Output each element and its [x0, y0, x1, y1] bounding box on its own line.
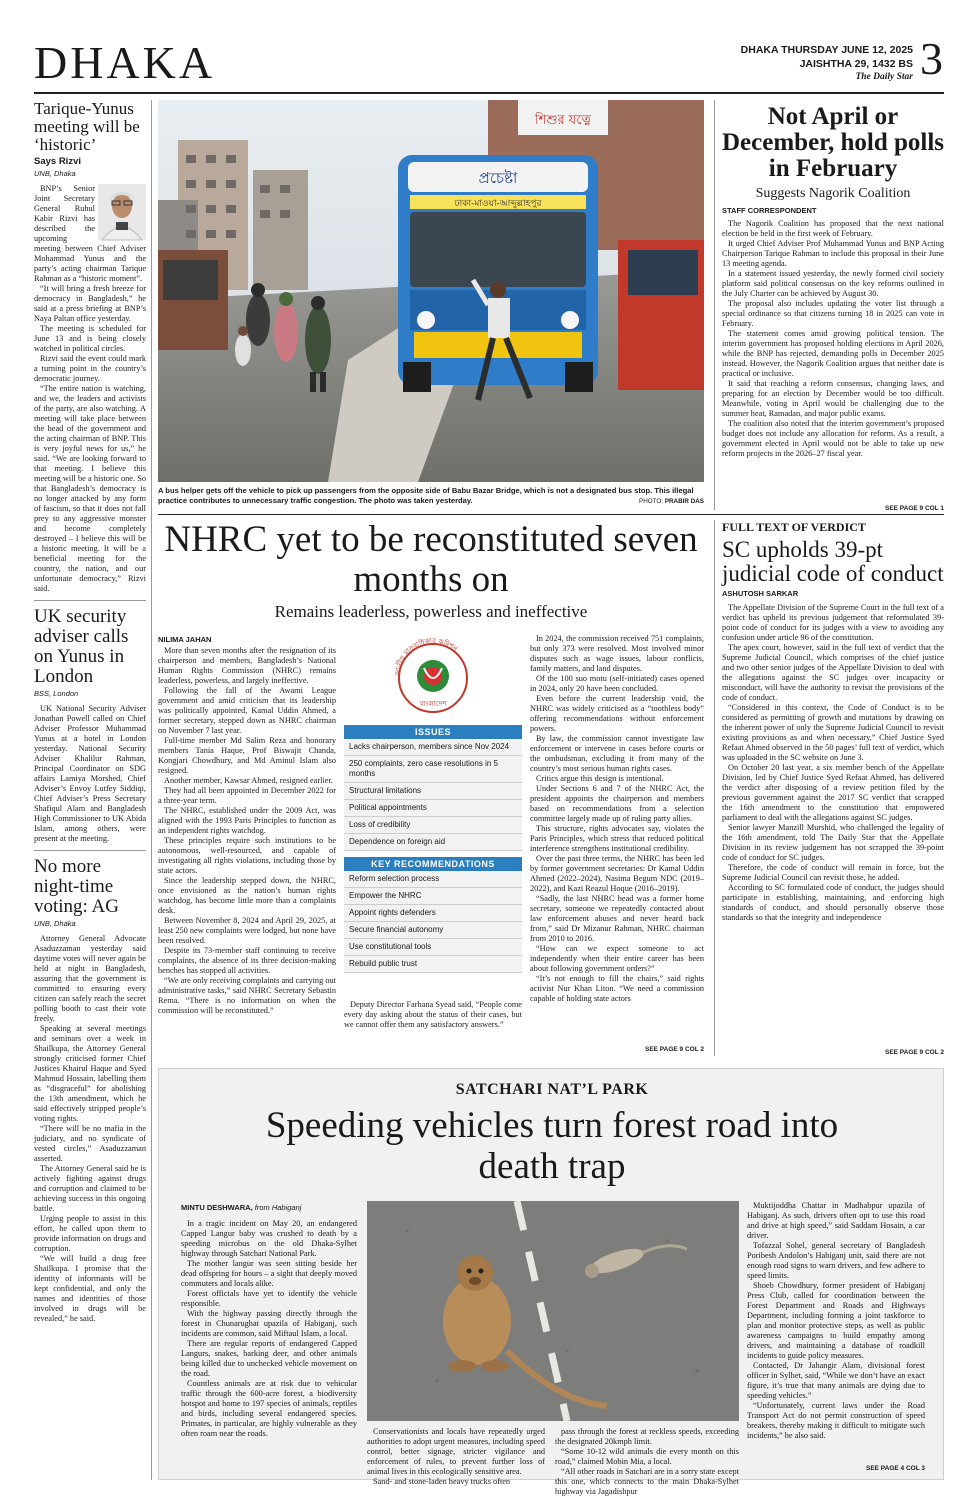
satchari-byline: MINTU DESHWARA, from Habiganj	[181, 1203, 302, 1212]
uk-agency: BSS, London	[34, 689, 79, 698]
nhrc-headline-block	[158, 520, 704, 630]
divider	[34, 600, 146, 601]
uk-body: UK National Security Adviser Jonathan Powell called on Chief Adviser Professor Muhammad Yunus at a hotel in London yesterday. National Security Adviser Khalilur Rahman, Principal Coordinator on SDG affairs Lamiya Morshed, Chief Adviser’s Envoy Lutfey Siddiqi, Chief Adviser’s Press Secretary Shafiqul Alam and Bangladesh High Commissioner to UK Abida Islam, among others, were present at the meeting.	[34, 704, 146, 843]
nhrc-logo	[344, 638, 522, 716]
tarique-headline: Tarique-Yunus meeting will be ‘historic’	[34, 99, 140, 154]
uk-headline: UK security adviser calls on Yunus in London	[34, 606, 129, 687]
satchari-box	[158, 1068, 944, 1496]
satchari-col1: In a tragic incident on May 20, an endangered Capped Langur baby was crushed to death by a speeding microbus on the old Dhaka-Sylhet highway through Satchari National Park. The mother langur was seen sitting beside her dead offspring for hours – a sight that deeply moved commuters and locals alike. Forest officials have yet to identify the vehicle responsible. With the highway passing directly through the forest in Chunarughat upazila of Habiganj, such incidents are common, said Miftaul Islam, a local. There are regular reports of endangered Capped Langurs, snakes, barking deer, and other animals being killed due to unchecked vehicle movement on the road. Countless animals are at risk due to vehicular traffic through the 600-acre forest, a biodiversity hotspot and home to 197 species of animals, reptiles and birds, including several endangered species. Primates, in particular, are highly vulnerable as they often roam near the roads.	[181, 1219, 357, 1438]
issue-item: Loss of credibility	[344, 817, 522, 834]
nhrc-col1: More than seven months after the resignation of its chairperson and members, Bangladesh’s National Human Rights Commission (NHRC) remains leaderless, powerless, and largely ineffective. Following the fall of the Awami League government and amid criticism that its leadership was politically appointed, Kamal Uddin Ahmed, a former secretary, stepped down as NHRC chairman on November 7 last year. Full-time member Md Salim Reza and honorary members Tania Haque, Prof Biswajit Chanda, Kongjari Chowdhury, and Md Aminul Islam also resigned. Another member, Kawsar Ahmed, resigned earlier. They had all been appointed in December 2022 for a three-year term. The NHRC, established under the 2009 Act, was aligned with the 1993 Paris Principles to function as an independent rights watchdog. These principles require such institutions to be autonomous, well-resourced, and capable of investigating all rights violations, including those by state actors. Since the leadership stepped down, the NHRC, once envisioned as the nation’s human rights watchdog, has become little more than a complaints desk. Between November 8, 2024 and April 29, 2025, at least 250 new complaints were lodged, but none have been resolved. Despite its 73-member staff continuing to receive complaints, the absence of its three decision-making benches has stopped all activities. “We are only receiving complaints and carrying out administrative tasks,” said NHRC Secretary Sebastin Rema. “There is no information on when the commission will be reconstituted.”	[158, 646, 336, 1015]
satchari-col4: Muktijoddha Chattar in Madhabpur upazila of Habiganj. As such, drivers often opt to use this road and drive at high speed,” said Saddam Hosain, a car driver. Tofazzal Sohel, general secretary of Bangladesh Poribesh Andolon’s Habiganj unit, said there are not enough road signs to warn drivers, and few adhere to speed limits. Shoeb Chowdhury, former president of Habiganj Press Club, called for coordination between the Forest Department and Roads and Highways Department, including forming a joint taskforce to plan and monitor protective steps, as well as public awareness campaigns to build empathy among drivers, and maintaining a database of roadkill incidents to guide policy measures. Contacted, Dr Jahangir Alam, divisional forest officer in Sylhet, said, “While we don’t have an exact figure, it’s true that many animals are dying due to speeding vehicles.” “Unfortunately, current laws under the Road Transport Act do not permit construction of speed breakers, thereby making it difficult to mitigate such incidents,” he also said.	[747, 1201, 925, 1440]
masthead-rule	[34, 92, 944, 94]
masthead	[0, 0, 977, 96]
column-rule	[714, 520, 715, 1056]
sc-body: The Appellate Division of the Supreme Court in the full text of a verdict has upheld its previous judgement that reformulated 39-point code of conduct for its judges with a view to avoiding any confusion under article 96 of the constitution. The apex court, however, said in the full text of verdict that the Supreme Judicial Council, which comprises of the chief justice and two other senior judges of the Appellate Division to deal with the allegations against the SC judges over incapacity or misconduct, will have the authority to revisit the provisions of the code of conduct. “Considered in this context, the Code of Conduct is to be considered as permitting of growth and mutations by drawing on the inherent power of only the Supreme Judicial Council to revisit existing provisions as and when necessary,” Chief Justice Syed Refaat Ahmed observed in the 50 pages’ full text of verdict, which was uploaded in the SC website on June 3. On October 20 last year, a six member bench of the Appellate Division, led by Chief Justice Syed Refaat Ahmed, has delivered the verdict after disposing of a review petition filed by the previous government against the 2017 SC verdict that scrapped the 16th amendment to the constitution that empowered parliament to deal with the allegations against SC judges. Senior lawyer Manzill Murshid, who challenged the legality of the 16th amendment, told The Daily Star that the Appellate Division in its review judgement has not scrapped the 39-point code of conduct for SC judges. Therefore, the code of conduct will remain in force, but the Supreme Judicial Council can revisit those, he added. According to SC formulated code of conduct, the judges should participate in establishing, maintaining, and enforcing high standards of conduct, and should personally observe those standards so that the integrity and independence	[722, 603, 944, 922]
nhrc-subhead: Remains leaderless, powerless and ineffective	[274, 602, 588, 621]
nhrc-col2-tail: Deputy Director Farhana Syead said, “People come every day asking about the status of their cases, but we cannot offer them any satisfactory answers.”	[344, 1000, 522, 1029]
polls-story	[722, 104, 944, 512]
sc-kicker: FULL TEXT OF VERDICT	[722, 520, 866, 534]
left-column	[34, 100, 146, 1480]
polls-subhead: Suggests Nagorik Coalition	[755, 186, 911, 201]
nhrc-byline: NILIMA JAHAN	[158, 635, 212, 644]
rizvi-photo	[98, 184, 146, 240]
tarique-subhead: Says Rizvi	[34, 156, 81, 167]
langur-photo-svg	[367, 1201, 739, 1421]
rec-item: Empower the NHRC	[344, 888, 522, 905]
polls-byline: STAFF CORRESPONDENT	[722, 206, 817, 215]
nhrc-col3: In 2024, the commission received 751 complaints, but only 373 were resolved. Most involved minor disputes such as wage issues, labour conflicts, family matters, and land disputes. Of the 100 suo motu (self-initiated) cases opened in 2024, only 20 have been concluded. Even before the current leadership void, the NHRC was widely criticised as a “toothless body” offering recommendations without enforcement powers. By law, the commission cannot investigate law enforcement or intervene in cases before courts or the ombudsman, excluding it from many of the country’s most serious human rights cases. Critics argue this design is intentional. Under Sections 6 and 7 of the NHRC Act, the president appoints the chairperson and members based on recommendations from a selection committee largely made up of ruling party allies. This structure, rights advocates say, violates the Paris Principles, which stress that reduced political interference strengthens institutional credibility. Over the past three terms, the NHRC has been led by former government secretaries: Dr Kamal Uddin Ahmed (2022–2024), Nasima Begum NDC (2019–2022), and Kazi Reazul Hoque (2016–2019). “Sadly, the last NHRC head was a former home secretary, someone we repeatedly contacted about law enforcement abuses and never heard back from,” said Dr Mizanur Rahman, NHRC chairman from 2010 to 2016. “How can we expect someone to act independently when their entire career has been about following government orders?” “It’s not enough to fill the chairs,” said rights activist Nur Khan Liton. “We need a commission capable of holding state actors	[530, 634, 704, 1003]
issue-item: Political appointments	[344, 800, 522, 817]
bus	[398, 155, 598, 392]
night-headline: No more night-time voting: AG	[34, 856, 119, 917]
shop-sign: শিশুর যত্নে	[534, 113, 592, 128]
issue-date: DHAKA THURSDAY JUNE 12, 2025	[740, 44, 913, 56]
issue-item: Lacks chairperson, members since Nov 2024	[344, 739, 522, 756]
rec-item: Reform selection process	[344, 871, 522, 888]
polls-headline: Not April or December, hold polls in February	[722, 103, 944, 182]
polls-jump[interactable]: SEE PAGE 9 COL 1	[884, 505, 944, 512]
bus-photo-svg	[158, 100, 704, 482]
nhrc-jump[interactable]: SEE PAGE 9 COL 2	[644, 1046, 704, 1053]
tarique-agency: UNB, Dhaka	[34, 169, 76, 178]
sc-byline: ASHUTOSH SARKAR	[722, 589, 799, 598]
section-title: DHAKA	[34, 37, 216, 88]
satchari-under1: Conservationists and locals have repeatedly urged authorities to adopt urgent measures, including speed control, better signage, stricter vigilance and enforcement of rules, to prevent further loss of animal lives in this ecologically sensitive area. Sand- and stone-laden heavy trucks often	[367, 1427, 545, 1486]
issues-header: ISSUES	[344, 725, 522, 739]
photo-caption: A bus helper gets off the vehicle to pick up passengers from the opposite side of Babu Bazar Bridge, which is not a designated bus stop. This illegal practice contributes to unnecessary traffic congestion. The photo was taken yesterday.	[158, 486, 694, 505]
column-rule	[151, 100, 152, 1480]
nhrc-headline: NHRC yet to be reconstituted seven months on	[164, 519, 698, 600]
sc-headline: SC upholds 39-pt judicial code of conduct	[722, 537, 944, 586]
column-rule	[714, 100, 715, 510]
bus-photo	[158, 100, 704, 482]
bus-route: ঢাকা-মাওয়া-আব্দুল্লাহপুর	[454, 199, 542, 209]
logo-country: বাংলাদেশ	[419, 700, 447, 708]
night-body: Attorney General Advocate Asaduzzaman yesterday said daytime votes will never again be held at night in Bangladesh, assuring that the government is committed to ensuring every citizen can safely reach the secret polling booth to cast their vote freely. Speaking at several meetings and seminars over a week in Shailkupa, the Attorney General strongly criticised former Chief Justices Khairul Haque and Syed Mahmud Hossain, labelling them as “disgraceful” for abolishing the 13th amendment, which he said effectively stripped people’s voting rights. “There will be no mafia in the judiciary, and no syndicate of vested circles,” Asaduzzaman asserted. The Attorney General said he is actively fighting against drugs and corruption and claimed to be achieving success in this ongoing battle. Urging people to assist in this effort, he called upon them to provide information on drugs and corruption. “We will build a drug free Shailkupa. I promise that the identity of informants will be kept confidential, and only the names and identities of those involved in drugs will be revealed,” he said.	[34, 934, 146, 1323]
langur-photo	[367, 1201, 739, 1421]
issue-item: Structural limitations	[344, 783, 522, 800]
rec-item: Secure financial autonomy	[344, 922, 522, 939]
bus-sign: প্রচেষ্টা	[478, 169, 518, 187]
rec-item: Rebuild public trust	[344, 956, 522, 973]
rec-item: Use constitutional tools	[344, 939, 522, 956]
satchari-jump[interactable]: SEE PAGE 4 COL 3	[865, 1465, 925, 1472]
night-agency: UNB, Dhaka	[34, 919, 76, 928]
issue-item: Dependence on foreign aid	[344, 834, 522, 851]
rec-item: Appoint rights defenders	[344, 905, 522, 922]
logo-ring-text: জাতীয় মানবাধিকার কমিশন	[393, 638, 459, 677]
satchari-headline: Speeding vehicles turn forest road into death trap	[265, 1105, 839, 1187]
bangla-date: JAISHTHA 29, 1432 BS	[799, 58, 913, 70]
page-number: 3	[920, 33, 943, 84]
tarique-body: BNP’s Senior Joint Secretary General Ruhul Kabir Rizvi has described the upcoming meeting between Chief Adviser Mohammad Yunus and the party’s acting chairman Tarique Rahman as a “historic moment”. “It will bring a fresh breeze for democracy in Bangladesh,” he said at a press briefing at BNP’s Naya Paltan office yesterday. The meeting is scheduled for June 13 and is being closely watched in political circles. Rizvi said the event could mark a turning point in the country’s democratic journey. “The entire nation is watching, and we, the leaders and activists of the party, are also watching. A meeting will take place between the head of the government and the acting chairman of BNP. This is very joyful news for us,” he said. “We are looking forward to that meeting. I believe this meeting will be a historic one. So that Bangladesh’s democracy is no longer attacked by any form of fascism, so that it does not fall prey to any aggressive monster and become completely destroyed – I believe this will be a historic meeting. It will be a beneficial meeting for the country, the nation, and our unfortunate democracy,” Rizvi said.	[34, 184, 146, 593]
sc-story	[722, 520, 944, 1056]
recs-header: KEY RECOMMENDATIONS	[344, 857, 522, 871]
satchari-under2: pass through the forest at reckless speeds, exceeding the designated 20kmph limit. “Some 10-12 wild animals die every month on this road,” claimed Mobin Mia, a local. “All other roads in Satchari are in a sorry state except this one, which connects to the main Dhaka-Sylhet highway via Jagadishpur	[555, 1427, 739, 1496]
polls-body: The Nagorik Coalition has proposed that the next national election be held in the first week of February. It urged Chief Adviser Prof Muhammad Yunus and BNP Acting Chairperson Tarique Rahman to include this proposal in their June 13 meeting agenda. In a statement issued yesterday, the newly formed civil society platform said political consensus on the key reforms outlined in the July Charter can be achieved by August 30. The proposal also includes updating the voter list through a special ordinance so that citizens turning 18 in 2025 can vote in February. The statement comes amid growing political tension. The interim government has proposed holding elections in April 2026, while the BNP has rejected, demanding polls in December 2025 instead. However, the Nagorik Coalition argues that neither date is practical or inclusive. It said that reaching a reform consensus, changing laws, and preparing for an election by December would be too difficult. Meanwhile, voting in April would be challenging due to the summer heat, Ramadan, and major public exams. The coalition also noted that the interim government’s proposed budget does not include any allocation for reform. As a result, a government elected in April would not be able to take up new reform projects in the 2026–27 fiscal year.	[722, 219, 944, 458]
sc-jump[interactable]: SEE PAGE 9 COL 2	[884, 1049, 944, 1056]
issue-item: 250 complaints, zero case resolutions in 5 months	[344, 756, 522, 783]
photo-credit: PHOTO: PRABIR DAS	[639, 498, 704, 505]
section-rule	[158, 514, 944, 515]
divider	[34, 850, 146, 851]
satchari-kicker: SATCHARI NAT’L PARK	[455, 1081, 649, 1098]
nhrc-infobox	[344, 638, 522, 994]
paper-name: The Daily Star	[855, 72, 913, 82]
